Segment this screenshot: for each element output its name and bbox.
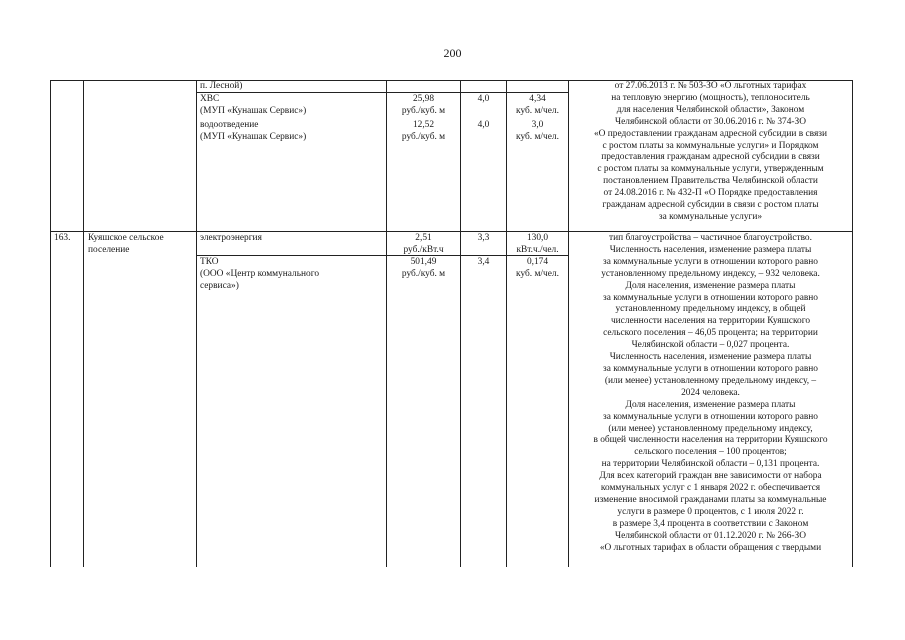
- column-divider: [386, 80, 387, 567]
- service-price: 2,51 руб./кВт.ч: [403, 233, 444, 255]
- notes-cell: от 27.06.2013 г. № 503-ЗО «О льготных тарифах на тепловую энергию (мощность), теплоноситель для населения Челябинской области», Законом Челябинской области от 30.06.2016 г. № 374-ЗО «О предоставлении гражданам адресной субсидии в связи с ростом платы за коммунальные услуги» и Порядком предоставления гражданам адресной субсидии в связи с ростом платы за коммунальные услуги, утвержденным постановлением Правительства Челябинской области от 24.08.2016 г. № 432-П «О Порядке предоставления гражданам адресной субсидии в связи с ростом платы за коммунальные услуги»: [593, 81, 828, 222]
- service-price: 12,52 руб./куб. м: [401, 120, 446, 142]
- service-price: 501,49 руб./куб. м: [401, 257, 446, 279]
- locality-name: Куяшское сельское поселение: [88, 233, 164, 255]
- table-border-left: [50, 80, 51, 567]
- service-increase: 4,0: [477, 94, 490, 104]
- service-name: ТКО (ООО «Центр коммунального сервиса»): [200, 257, 320, 291]
- service-name: ХВС (МУП «Кунашак Сервис»): [200, 94, 307, 116]
- service-volume: 130,0 кВт.ч./чел.: [516, 233, 559, 255]
- service-increase: 3,3: [477, 233, 490, 243]
- column-divider: [506, 80, 507, 567]
- column-divider: [83, 80, 84, 567]
- notes-cell: тип благоустройства – частичное благоустройство. Численность населения, изменение размера платы за коммунальные услуги в отношении которого равно установленному предельному индексу, – 932 человека. Доля населения, изменение размера платы за коммунальные услуги в отношении которого равно установленному предельному индексу, в общей численности населения на территории Куяшского сельского поселения – 46,05 процента; на территории Челябинской области – 0,027 процента. Численность населения, изменение размера платы за коммунальные услуги в отношении которого равно (или менее) установленному предельному индексу, – 2024 человека. Доля населения, изменение размера платы за коммунальные услуги в отношении которого равно (или менее) установленному предельному индексу, в общей численности населения на территории Куяшского сельского поселения – 100 процентов; на территории Челябинской области – 0,131 процента. Для всех категорий граждан вне зависимости от набора коммунальных услуг с 1 января 2022 г. обеспечивается изменение вносимой гражданами платы за коммунальные услуги в размере 0 процентов, с 1 июля 2022 г. в размере 3,4 процента в соответствии с Законом Челябинской области от 01.12.2020 г. № 266-ЗО «О льготных тарифах в области обращения с твердыми: [593, 233, 828, 553]
- page-number: 200: [443, 46, 462, 60]
- table-border-right: [852, 80, 853, 567]
- row-number: 163.: [54, 233, 71, 243]
- row-divider: [50, 231, 853, 232]
- service-volume: 3,0 куб. м/чел.: [516, 120, 559, 142]
- service-increase: 4,0: [477, 120, 490, 130]
- column-divider: [196, 80, 197, 567]
- service-volume: 4,34 куб. м/чел.: [516, 94, 559, 116]
- service-price: 25,98 руб./куб. м: [401, 94, 446, 116]
- tariff-table: [50, 80, 853, 567]
- service-increase: 3,4: [477, 257, 490, 267]
- service-volume: 0,174 куб. м/чел.: [516, 257, 559, 279]
- service-name: водоотведение (МУП «Кунашак Сервис»): [200, 120, 307, 142]
- service-name: п. Лесной): [200, 81, 243, 91]
- service-name: электроэнергия: [200, 233, 262, 243]
- column-divider: [460, 80, 461, 567]
